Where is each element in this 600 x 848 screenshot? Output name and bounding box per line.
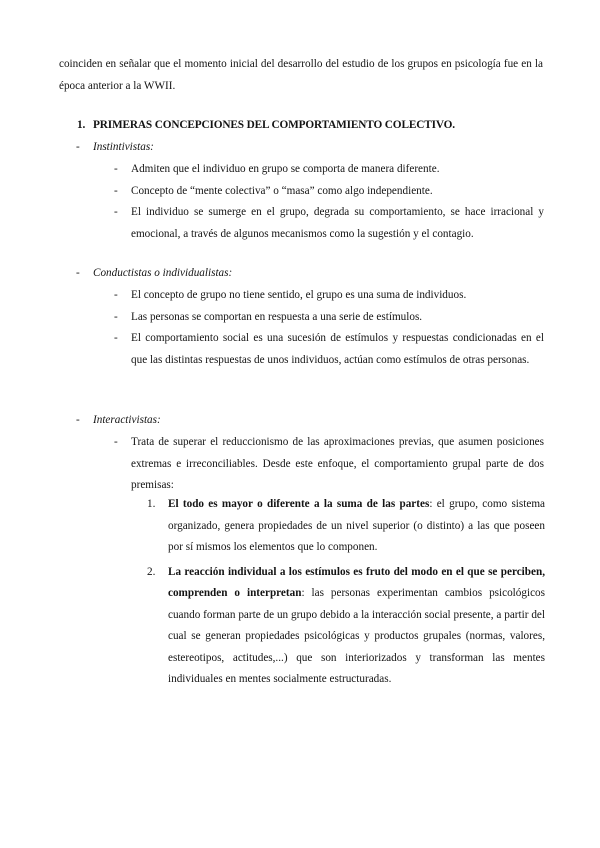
premise-number: 2. [147, 565, 156, 578]
category-items [114, 285, 544, 371]
premise-bold: El todo es mayor o diferente a la suma de las partes [168, 498, 430, 510]
list-item: - El comportamiento social es una sucesión de estímulos y respuestas condicionadas en el que las distintas respuestas de unos individuos, actúan como estímulos de otras personas. [114, 328, 544, 371]
intro-paragraph: coinciden en señalar que el momento inicial del desarrollo del estudio de los grupos en psicología fue en la época anterior a la WWII. [59, 58, 543, 92]
category-dash: - [76, 267, 80, 279]
list-item: - El concepto de grupo no tiene sentido, el grupo es una suma de individuos. [114, 285, 544, 307]
premise-item [147, 562, 545, 691]
list-item: - El individuo se sumerge en el grupo, degrada su comportamiento, se hace irracional y emocional, a través de algunos mecanismos como la sugestión y el contagio. [114, 202, 544, 245]
list-item: - Trata de superar el reduccionismo de las aproximaciones previas, que asumen posiciones extremas e irreconciliables. Desde este enfoque, el comportamiento grupal parte de dos premisas: [114, 432, 544, 497]
premise-number: 1. [147, 498, 156, 510]
section-heading [77, 115, 455, 136]
list-item: - Admiten que el individuo en grupo se comporta de manera diferente. [114, 159, 544, 181]
category-title: Instintivistas: [93, 141, 154, 153]
premises-list [147, 494, 545, 691]
list-item: - Las personas se comportan en respuesta a una serie de estímulos. [114, 307, 544, 329]
category-dash: - [76, 414, 80, 426]
category-dash: - [76, 141, 80, 153]
category-title: Conductistas o individualistas: [93, 267, 233, 279]
category-items [114, 432, 544, 497]
premise-item [147, 494, 545, 559]
section-title: PRIMERAS CONCEPCIONES DEL COMPORTAMIENTO COLECTIVO. [93, 119, 455, 131]
premise-text: : las personas experimentan cambios psicológicos cuando forman parte de un grupo debido a la interacción social presente, a partir del cual se generan propiedades psicológicas y productos grupales (normas, valores, estereotipos, actitudes,...) que son interiorizados y transforman las mentes individuales en mentes socialmente estructuradas. [168, 587, 545, 685]
section-number: 1. [77, 119, 86, 131]
list-item: - Concepto de “mente colectiva” o “masa” como algo independiente. [114, 181, 544, 203]
category-title: Interactivistas: [93, 414, 161, 426]
category-items [114, 159, 544, 245]
premise-bold: La reacción individual a los estímulos es fruto del modo en el que se perciben, comprenden o interpretan [168, 565, 545, 599]
premise-text: : el grupo, como sistema organizado, genera propiedades de un nivel superior (o distinto) a las que poseen por sí mismos los elementos que lo componen. [168, 498, 546, 553]
